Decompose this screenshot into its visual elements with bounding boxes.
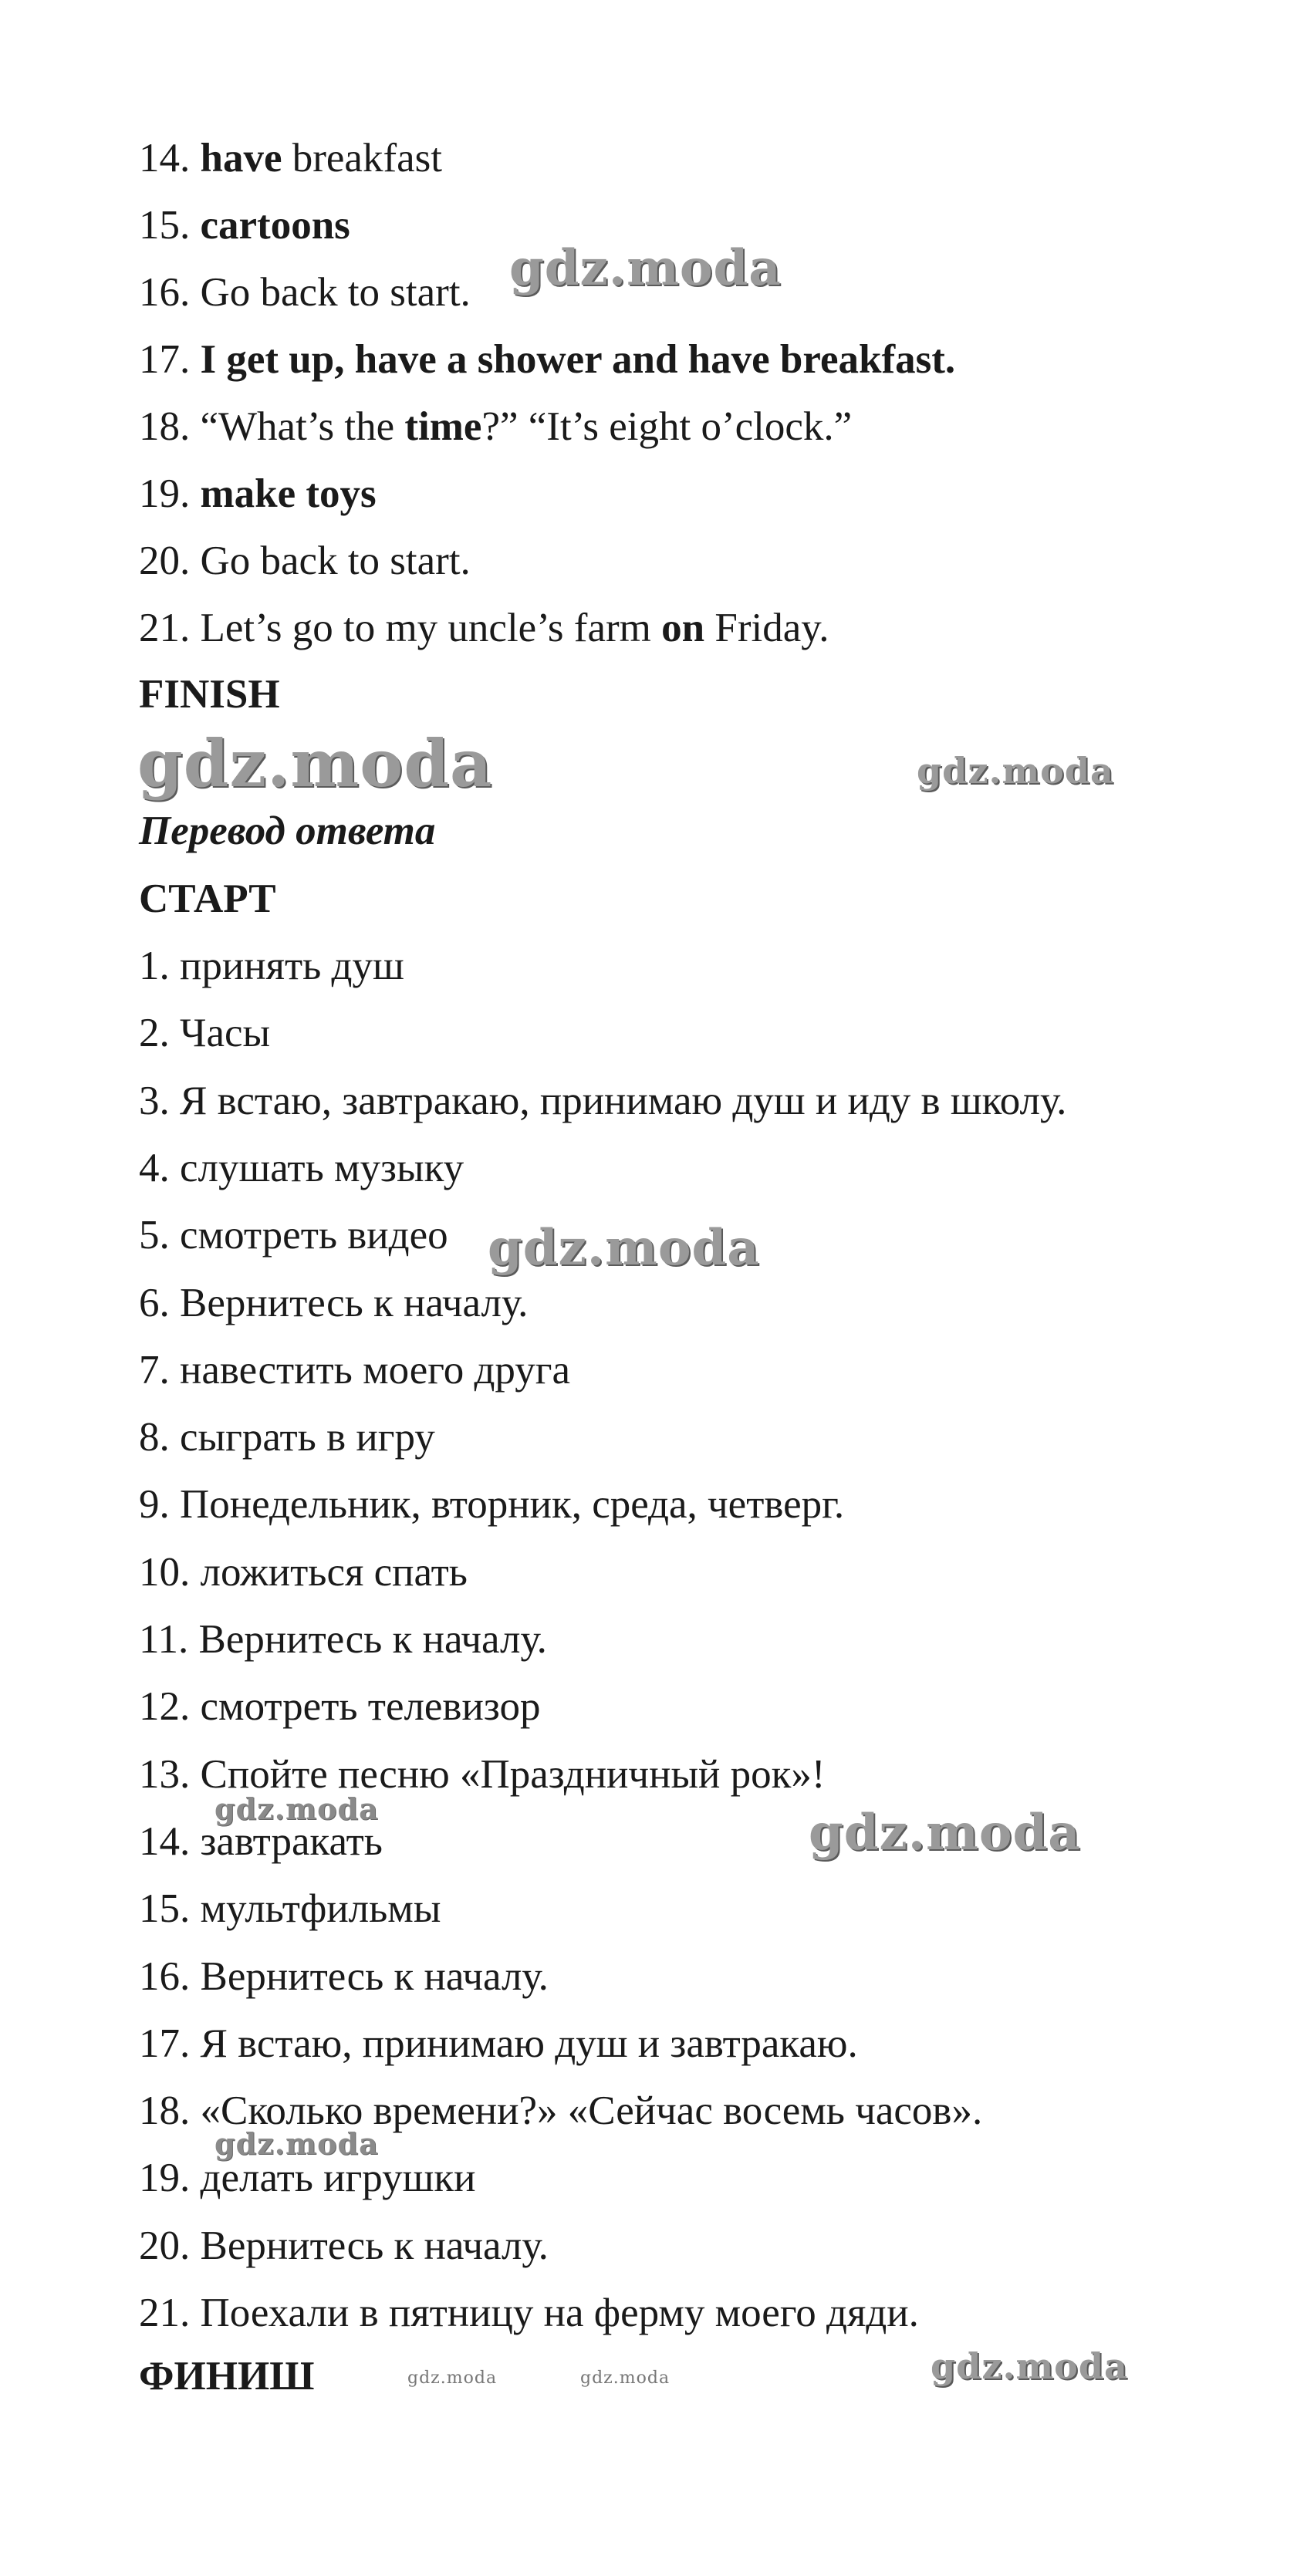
english-answer-line bbox=[139, 471, 377, 517]
start-heading: СТАРТ bbox=[139, 876, 276, 921]
english-answer-line bbox=[139, 336, 955, 383]
russian-translation-line: 1. принять душ bbox=[139, 944, 404, 988]
russian-translation-line: 11. Вернитесь к началу. bbox=[139, 1617, 547, 1662]
answer-text: “What’s the bbox=[200, 404, 405, 449]
answer-keyword: cartoons bbox=[200, 203, 350, 248]
answer-keyword: I get up, have a shower and have breakfast. bbox=[200, 337, 956, 382]
english-answer-line bbox=[139, 135, 442, 181]
russian-translation-line: 15. мультфильмы bbox=[139, 1886, 441, 1931]
russian-translation-line: 13. Спойте песню «Праздничный рок»! bbox=[139, 1752, 826, 1797]
russian-translation-line: 18. «Сколько времени?» «Сейчас восемь часов». bbox=[139, 2088, 983, 2133]
english-answer-line bbox=[139, 403, 852, 450]
russian-translation-line: 3. Я встаю, завтракаю, принимаю душ и иду в школу. bbox=[139, 1079, 1067, 1123]
finish-heading: FINISH bbox=[139, 672, 280, 717]
watermark: gdz.moda bbox=[488, 1219, 760, 1277]
russian-translation-line: 5. смотреть видео bbox=[139, 1213, 448, 1258]
item-number: 20. bbox=[139, 538, 201, 583]
russian-translation-line: 19. делать игрушки bbox=[139, 2156, 476, 2200]
russian-translation-line: 10. ложиться спать bbox=[139, 1550, 468, 1595]
watermark: gdz.moda bbox=[214, 1791, 379, 1826]
russian-translation-line: 7. навестить моего друга bbox=[139, 1348, 570, 1393]
russian-translation-line: 9. Понедельник, вторник, среда, четверг. bbox=[139, 1482, 845, 1527]
item-number: 14. bbox=[139, 136, 201, 181]
translation-heading: Перевод ответа bbox=[139, 809, 436, 853]
russian-translation-line: 21. Поехали в пятницу на ферму моего дяди. bbox=[139, 2291, 919, 2335]
russian-translation-line: 20. Вернитесь к началу. bbox=[139, 2223, 549, 2268]
item-number: 16. bbox=[139, 270, 201, 315]
russian-translation-line: 6. Вернитесь к началу. bbox=[139, 1281, 529, 1325]
russian-translation-line: 8. сыграть в игру bbox=[139, 1415, 435, 1460]
item-number: 18. bbox=[139, 404, 201, 449]
russian-translation-line: 17. Я встаю, принимаю душ и завтракаю. bbox=[139, 2021, 858, 2066]
answer-text: breakfast bbox=[282, 136, 442, 181]
answer-keyword: time bbox=[404, 404, 482, 449]
english-answer-line bbox=[139, 269, 471, 316]
watermark: gdz.moda bbox=[407, 2368, 498, 2388]
watermark: gdz.moda bbox=[917, 750, 1114, 792]
watermark: gdz.moda bbox=[137, 725, 493, 802]
answer-text: ?” “It’s eight o’clock.” bbox=[481, 404, 853, 449]
item-number: 17. bbox=[139, 337, 201, 382]
watermark: gdz.moda bbox=[931, 2345, 1128, 2387]
finish-ru-heading: ФИНИШ bbox=[139, 2354, 315, 2399]
answer-keyword: have bbox=[200, 136, 282, 181]
item-number: 15. bbox=[139, 203, 201, 248]
answer-text: Friday. bbox=[704, 606, 829, 650]
watermark: gdz.moda bbox=[580, 2368, 671, 2388]
english-answer-line bbox=[139, 605, 829, 651]
english-answer-line bbox=[139, 538, 471, 584]
item-number: 21. bbox=[139, 606, 201, 650]
watermark: gdz.moda bbox=[214, 2126, 379, 2161]
answer-text: Go back to start. bbox=[200, 538, 471, 583]
russian-translation-line: 4. слушать музыку bbox=[139, 1146, 464, 1190]
russian-translation-line: 2. Часы bbox=[139, 1011, 271, 1055]
english-answer-line bbox=[139, 202, 350, 248]
answer-keyword: on bbox=[661, 606, 705, 650]
watermark: gdz.moda bbox=[809, 1804, 1081, 1862]
russian-translation-line: 16. Вернитесь к началу. bbox=[139, 1954, 549, 1999]
answer-keyword: make toys bbox=[200, 471, 377, 516]
answer-text: Let’s go to my uncle’s farm bbox=[200, 606, 662, 650]
answer-text: Go back to start. bbox=[200, 270, 471, 315]
item-number: 19. bbox=[139, 471, 201, 516]
russian-translation-line: 14. завтракать bbox=[139, 1819, 383, 1864]
russian-translation-line: 12. смотреть телевизор bbox=[139, 1684, 541, 1729]
watermark: gdz.moda bbox=[509, 239, 782, 297]
